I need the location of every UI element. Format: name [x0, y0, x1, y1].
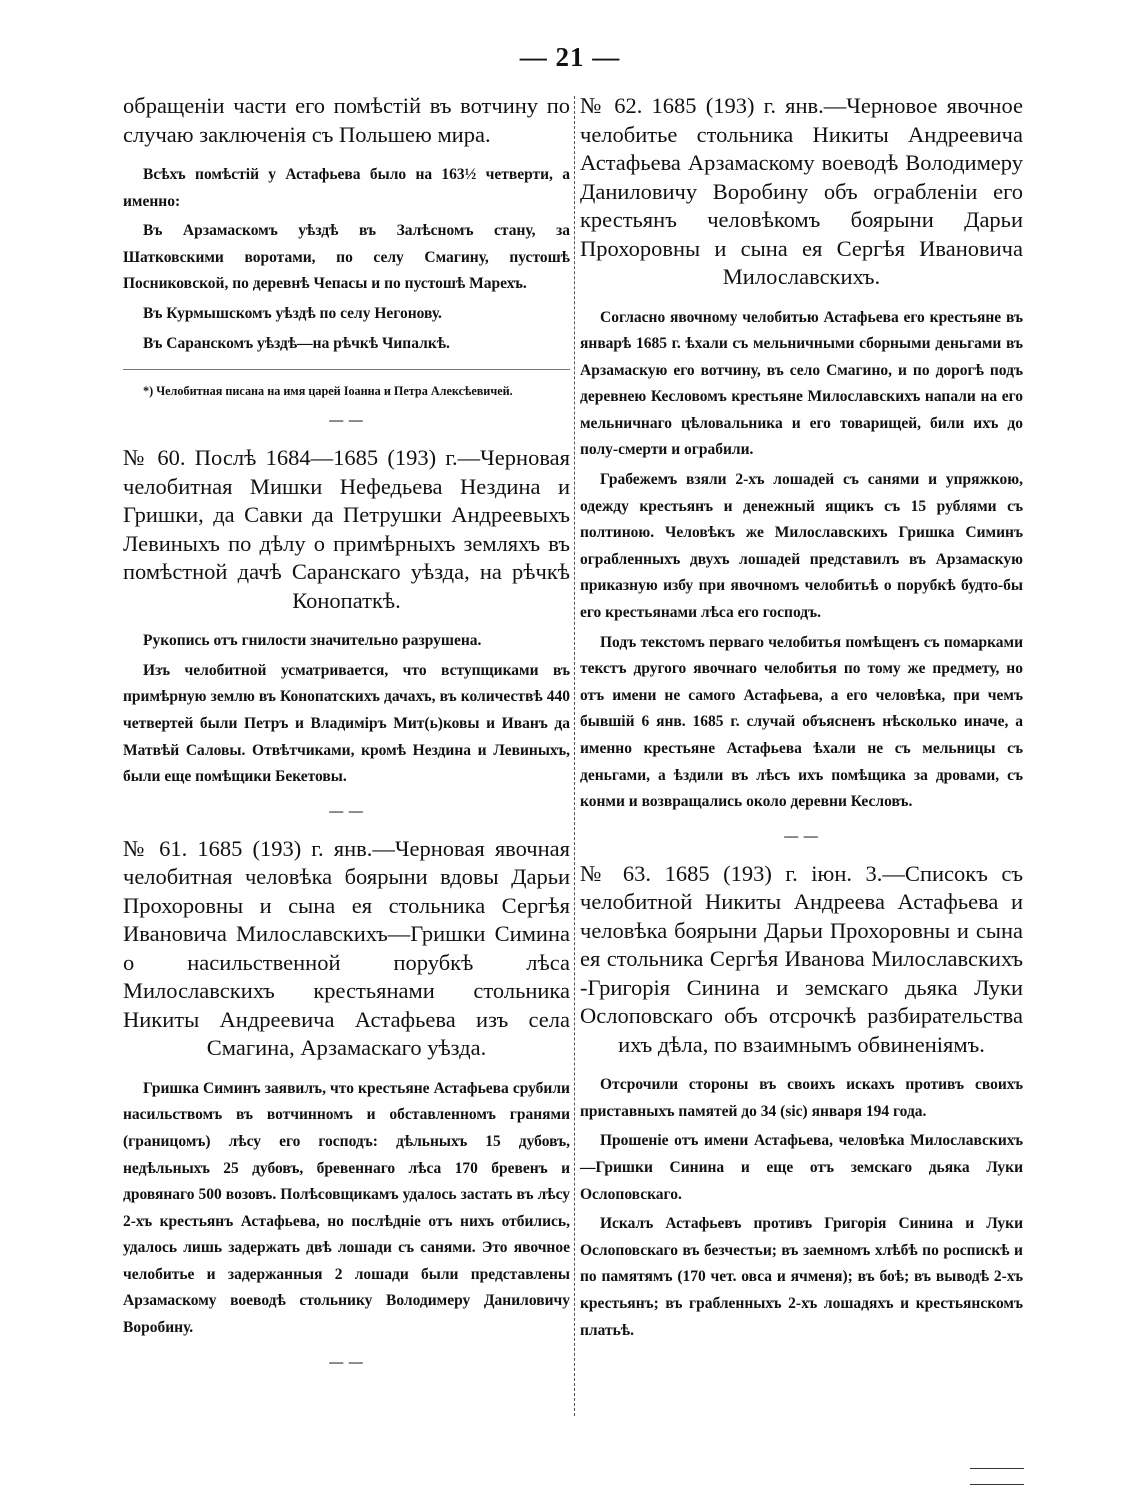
entry-heading-62: № 62. 1685 (193) г. янв.—Черновое явочное челобитье стольника Никиты Андреевича Астафьева Арзамаскому воеводѣ Володимеру Даниловичу Воробину объ ограбленiи его крестьянъ человѣкомъ боярыни Дарьи Прохоровны и сына ея Сергѣя Ивановича Милославскихъ.: [580, 93, 1023, 289]
page-number: — 21 —: [519, 42, 621, 72]
continued-heading: обращенiи части его помѣстiй въ вотчину по случаю заключенiя съ Польшею мира.: [123, 93, 570, 147]
entry-heading-61: № 61. 1685 (193) г. янв.—Черновая явочная челобитная человѣка боярыни вдовы Дарьи Прохоровны и сына ея стольника Сергѣя Ивановича Милославскихъ—Гришки Симина о насильственной порубкѣ лѣса Милославскихъ крестьянами стольника Никиты Андреевича Астафьева изъ села Смагина, Арзамаскаго уѣзда.: [123, 835, 570, 1061]
section-separator: [323, 414, 371, 428]
paragraph: Подъ текстомъ перваго челобитья помѣщенъ съ помарками текстъ другого явочнаго челобитья по тому же предмету, но отъ имени не самого Астафьева, а его человѣка, при чемъ бывшiй 6 янв. 1685 г. случай объясненъ нѣсколько иначе, а именно крестьяне Астафьева ѣхали не съ мельницы съ деньгами, а ѣздили въ лѣсъ ихъ помѣщика за дровами, съ конми и возвращались около деревни Кесловъ.: [580, 633, 1023, 811]
paragraph: Прошенiе отъ имени Астафьева, человѣка Милославскихъ—Гришки Синина и еще отъ земскаго дьяка Луки Ослоповскаго.: [580, 1132, 1023, 1203]
entry-heading-60: № 60. Послѣ 1684—1685 (193) г.—Черновая челобитная Мишки Нефедьева Нездина и Гришки, да Савки да Петрушки Андреевыхъ Левиныхъ по дѣлу о примѣрныхъ земляхъ въ помѣстной дачѣ Саранскаго уѣзда, на рѣчкѣ Конопаткѣ.: [123, 445, 570, 613]
section-separator: [323, 805, 371, 819]
paragraph: Изъ челобитной усматривается, что вступщиками въ примѣрную землю въ Конопатскихъ дачахъ, въ количествѣ 440 четвертей были Петръ и Владимiръ Мит(ь)ковы и Иванъ да Матвѣй Саловы. Отвѣтчиками, кромѣ Нездина и Левиныхъ, были еще помѣщики Бекетовы.: [123, 661, 570, 786]
paragraph: Всѣхъ помѣстiй у Астафьева было на 163½ четверти, а именно:: [123, 166, 570, 210]
right-column: [580, 92, 1023, 1344]
footnote: *) Челобитная писана на имя царей Iоанна и Петра Алексѣевичей.: [123, 369, 570, 400]
paragraph: Въ Арзамаскомъ уѣздѣ въ Залѣсномъ стану, за Шатковскими воротами, по селу Смагину, пустошѣ Посниковской, по деревнѣ Чепасы и по пустошѣ Марехъ.: [123, 222, 570, 293]
paragraph: Рукопись отъ гнилости значительно разрушена.: [143, 632, 482, 650]
paragraph: Отсрочили стороны въ своихъ искахъ противъ своихъ приставныхъ памятей до 34 (sic) января 194 года.: [580, 1076, 1023, 1120]
paragraph: Грабежемъ взяли 2-хъ лошадей съ санями и упряжкою, одежду крестьянъ и денежный ящикъ съ 15 рублями съ полтиною. Человѣкъ же Милославскихъ Гришка Симинъ ограбленныхъ двухъ лошадей представилъ въ Арзамаскую приказную избу при явочномъ челобитьѣ о порубкѣ будто-бы его крестьянами лѣса его господъ.: [580, 471, 1023, 622]
section-separator: [778, 830, 826, 844]
paragraph: Согласно явочному челобитью Астафьева его крестьяне въ январѣ 1685 г. ѣхали съ мельничными сборными деньгами въ Арзамаскую его вотчину, въ село Смагино, и по дорогѣ подъ деревнею Кесловомъ крестьяне Милославскихъ напали на его мельничнаго цѣловальника и его товарищей, били ихъ до полу-смерти и ограбили.: [580, 308, 1023, 459]
paragraph: Въ Курмышскомъ уѣздѣ по селу Негонову.: [143, 304, 442, 322]
entry-heading-63: № 63. 1685 (193) г. iюн. 3.—Списокъ съ челобитной Никиты Андреева Астафьева и человѣка боярыни Дарьи Прохоровны и сына ея стольника Сергѣя Иванова Милославскихъ -Григорiя Синина и земскаго дьяка Луки Ослоповскаго объ отсрочкѣ разбирательства ихъ дѣла, по взаимнымъ обвиненiямъ.: [580, 860, 1023, 1057]
bottom-rule: [970, 1468, 1024, 1469]
left-column: [123, 92, 570, 1386]
bottom-rule: [970, 1484, 1024, 1485]
paragraph: Въ Саранскомъ уѣздѣ—на рѣчкѣ Чипалкѣ.: [143, 334, 450, 352]
section-separator: [323, 1356, 371, 1370]
paragraph: Гришка Симинъ заявилъ, что крестьяне Астафьева срубили насильствомъ въ вотчинномъ и обставленномъ гранями (границомъ) лѣсу его господъ: дѣльныхъ 15 дубовъ, недѣльныхъ 25 дубовъ, бревеннаго лѣса 170 бревенъ и дровянаго 500 возовъ. Полѣсовщикамъ удалось застать въ лѣсу 2-хъ крестьянъ Астафьева, но послѣднiе отъ нихъ отбились, удалось лишь задержать двѣ лошади съ санями. Это явочное челобитье и задержанныя 2 лошади были представлены Арзамаскому воеводѣ стольнику Володимеру Даниловичу Воробину.: [123, 1079, 570, 1337]
column-divider: [574, 96, 575, 1416]
paragraph: Искалъ Астафьевъ противъ Григорiя Синина и Луки Ослоповскаго въ безчестьи; въ заемномъ хлѣбѣ по роспискѣ и по памятямъ (170 чет. овса и ячменя); въ боѣ; въ выводѣ 2-хъ крестьянъ; въ грабленныхъ 2-хъ лошадяхъ и крестьянскомъ платьѣ.: [580, 1215, 1023, 1339]
